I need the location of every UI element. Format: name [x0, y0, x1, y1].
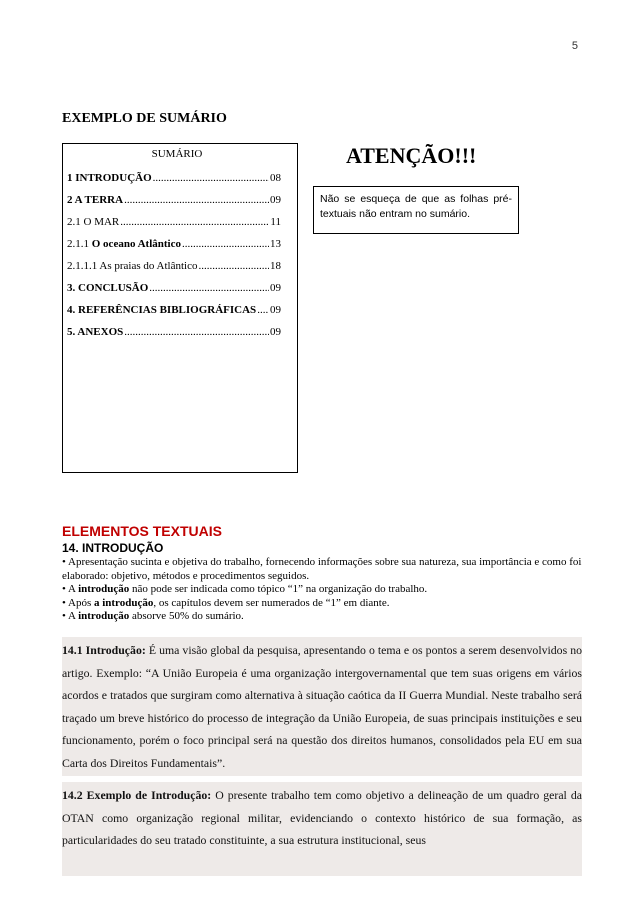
bullet-item: • A introdução absorve 50% do sumário. [62, 610, 244, 622]
toc-page-number: 08 [270, 172, 281, 184]
toc-page-number: 09 [270, 304, 281, 316]
toc-row [67, 172, 281, 194]
bullet-item: • Após a introdução, os capítulos devem ser numerados de “1” em diante. [62, 596, 390, 609]
toc-page-number: 09 [270, 326, 281, 338]
toc-page-number: 09 [270, 282, 281, 294]
toc-list [67, 172, 297, 348]
toc-leader-dots [149, 282, 269, 294]
toc-row [67, 260, 281, 282]
toc-leader-dots [198, 260, 269, 272]
attention-note: Não se esqueça de que as folhas pré-textuais não entram no sumário. [313, 186, 519, 234]
toc-leader-dots [182, 238, 269, 250]
toc-label: 3. CONCLUSÃO [67, 282, 149, 294]
toc-title: SUMÁRIO [151, 148, 203, 160]
example-paragraph-2 [62, 782, 582, 876]
toc-page-number: 11 [270, 216, 281, 228]
toc-page-number: 09 [270, 194, 281, 206]
toc-label: 2.1 O MAR [67, 216, 120, 228]
toc-label: 1 INTRODUÇÃO [67, 172, 152, 184]
example-text: O presente trabalho tem como objetivo a delineação de um quadro geral da OTAN como organização regional militar, evidenciando o contexto histórico de sua formação, as particularidades do seu tratado constituinte, a sua estrutura institucional, seus [62, 788, 582, 847]
toc-label: 4. REFERÊNCIAS BIBLIOGRÁFICAS [67, 304, 257, 316]
introduction-bullets [62, 556, 582, 624]
toc-label: 2 A TERRA [67, 194, 124, 206]
toc-leader-dots [153, 172, 269, 184]
toc-row [67, 238, 281, 260]
textual-elements-heading: ELEMENTOS TEXTUAIS [62, 523, 222, 539]
toc-row [67, 216, 281, 238]
toc-box [62, 143, 298, 473]
example-text: É uma visão global da pesquisa, apresentando o tema e os pontos a serem desenvolvidos no artigo. Exemplo: “A União Europeia é uma organização intergovernamental que tem suas origens em vários acordos e tratados que surgiram como alternativa à situação caótica da II Guerra Mundial. Neste trabalho será traçado um breve histórico do processo de integração da União Europeia, de suas principais instituições e seu funcionamento, porém o foco principal será na questão dos direitos humanos, consolidados pela EU em sua Carta dos Direitos Fundamentais”. [62, 643, 582, 770]
bullet-item: • A introdução não pode ser indicada como tópico “1” na organização do trabalho. [62, 583, 428, 595]
toc-label: 2.1.1 O oceano Atlântico [67, 238, 181, 250]
attention-title: ATENÇÃO!!! [346, 143, 477, 168]
toc-row [67, 282, 281, 304]
bullet-item: • Apresentação sucinta e objetiva do trabalho, fornecendo informações sobre sua natureza, sua importância e como foi elaborado: objetivo, métodos e procedimentos seguidos. [62, 556, 582, 582]
toc-leader-dots [124, 194, 269, 206]
toc-row [67, 194, 281, 216]
section-heading: EXEMPLO DE SUMÁRIO [62, 111, 227, 126]
example-lead: 14.1 Introdução: [62, 643, 146, 657]
toc-row [67, 304, 281, 326]
example-paragraph-1 [62, 637, 582, 776]
toc-page-number: 18 [270, 260, 281, 272]
toc-leader-dots [124, 326, 269, 338]
introduction-heading: 14. INTRODUÇÃO [62, 541, 164, 555]
toc-leader-dots [257, 304, 269, 316]
toc-leader-dots [120, 216, 269, 228]
toc-page-number: 13 [270, 238, 281, 250]
example-lead: 14.2 Exemplo de Introdução: [62, 788, 212, 802]
page-number: 5 [571, 40, 578, 52]
toc-row [67, 326, 281, 348]
toc-label: 2.1.1.1 As praias do Atlântico [67, 260, 198, 272]
toc-label: 5. ANEXOS [67, 326, 124, 338]
